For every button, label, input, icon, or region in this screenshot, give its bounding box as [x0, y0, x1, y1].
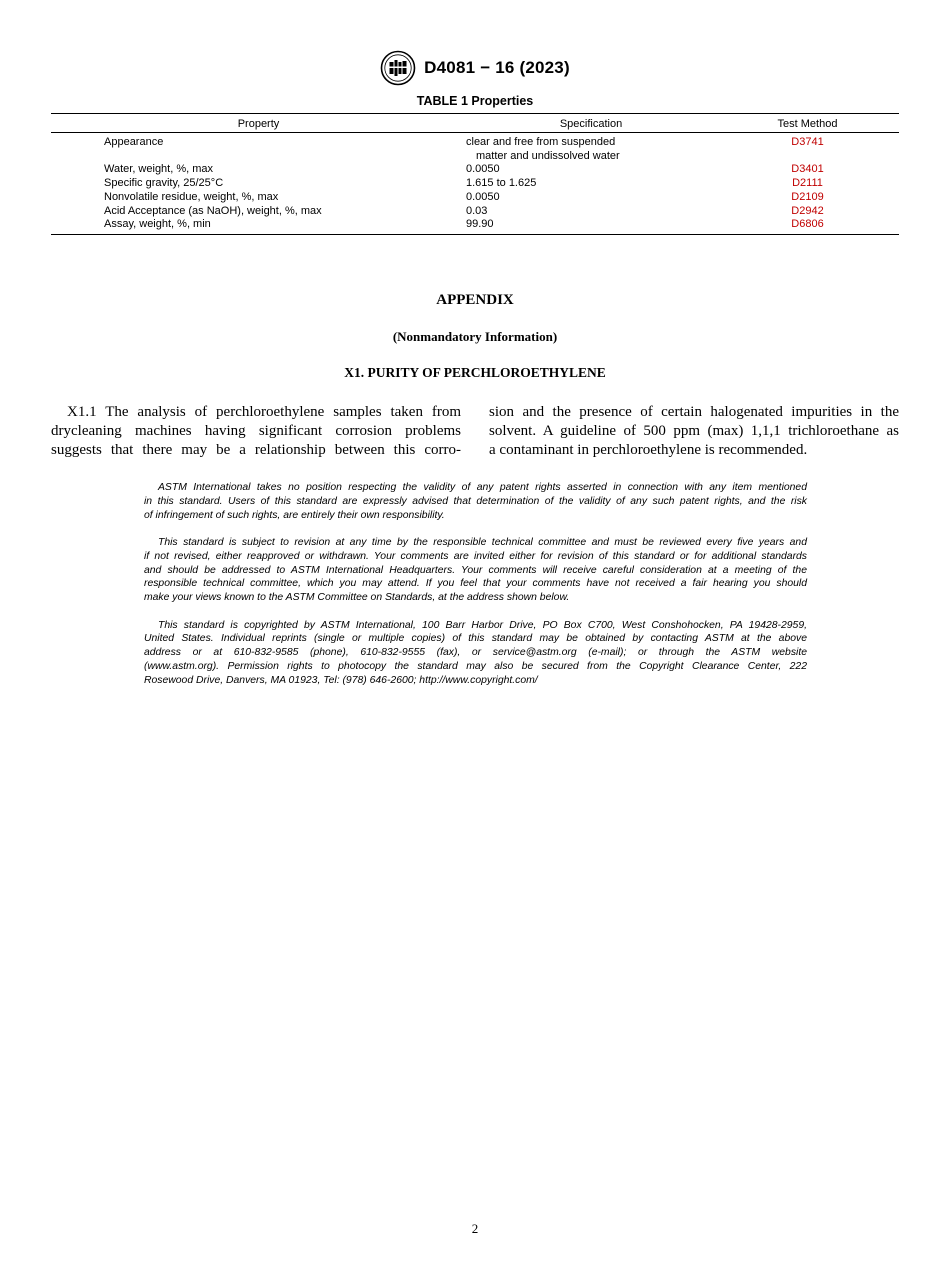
body-text-left-column: [51, 403, 461, 460]
test-method-link[interactable]: D6806: [791, 218, 824, 231]
column-header-specification: Specification: [466, 114, 716, 133]
test-method-link[interactable]: D2942: [791, 204, 824, 217]
property-cell: Water, weight, %, max: [104, 163, 214, 176]
page-header: [0, 50, 950, 86]
property-cell: Appearance: [104, 136, 164, 148]
table-row: [51, 177, 899, 191]
specification-cell: 0.03: [466, 204, 488, 217]
test-method-link[interactable]: D3741: [791, 136, 824, 148]
test-method-link[interactable]: D2109: [791, 190, 824, 203]
body-text-line: X1.1 The analysis of perchloroethylene samples taken from: [67, 404, 461, 420]
test-method-link[interactable]: D3401: [791, 163, 824, 176]
astm-logo-icon: [380, 50, 416, 86]
notice-line: in this standard. Users of this standard are expressly advised that determination of the validity of any such patent rights, and the risk: [144, 495, 807, 507]
appendix-subtitle: (Nonmandatory Information): [392, 329, 558, 344]
table-row: [51, 163, 899, 177]
specification-cell: 99.90: [466, 218, 494, 231]
appendix-title: APPENDIX: [436, 292, 514, 308]
property-cell: Specific gravity, 25/25°C: [104, 177, 224, 190]
body-text-line: sion and the presence of certain halogenated impurities in the: [489, 404, 899, 420]
test-method-cell: [716, 133, 899, 164]
page-number: 2: [471, 1221, 479, 1236]
specification-line: clear and free from suspended: [466, 136, 616, 148]
test-method-cell: [716, 177, 899, 191]
specification-line-continued: matter and undissolved water: [476, 149, 620, 162]
property-cell: Nonvolatile residue, weight, %, max: [104, 190, 279, 203]
notice-line: ASTM International takes no position respecting the validity of any patent rights asserted in connection with any item mentioned: [158, 482, 807, 493]
specification-cell: 0.0050: [466, 190, 500, 203]
table-row: [51, 133, 899, 164]
table-row: [51, 205, 899, 219]
test-method-cell: [716, 191, 899, 205]
revision-notice: [144, 536, 807, 605]
table-row: [51, 191, 899, 205]
properties-table: [51, 113, 899, 235]
table-row: [51, 218, 899, 234]
notice-line: Rosewood Drive, Danvers, MA 01923, Tel: (978) 646-2600; http://www.copyright.com/: [144, 674, 538, 686]
test-method-cell: [716, 163, 899, 177]
body-text-line: a contaminant in perchloroethylene is recommended.: [489, 442, 808, 458]
specification-cell: [466, 133, 716, 164]
column-header-test-method: Test Method: [716, 114, 899, 133]
notice-line: This standard is copyrighted by ASTM International, 100 Barr Harbor Drive, PO Box C700, West Conshohocken, PA 19428-2959,: [158, 619, 807, 631]
body-text-line: suggests that there may be a relationship between this corro-: [51, 442, 461, 458]
notice-line: (www.astm.org). Permission rights to photocopy the standard may also be secured from the Copyright Clearance Center, 222: [144, 660, 807, 672]
specification-cell: 1.615 to 1.625: [466, 177, 537, 190]
column-header-property: Property: [51, 114, 466, 133]
table-title: TABLE 1 Properties: [416, 94, 534, 108]
notice-line: United States. Individual reprints (single or multiple copies) of this standard may be obtained by contacting ASTM at the above: [144, 633, 807, 645]
body-text-line: drycleaning machines having significant corrosion problems: [51, 423, 461, 439]
table-header-row: [51, 114, 899, 133]
notice-line: make your views known to the ASTM Committee on Standards, at the address shown below.: [144, 592, 570, 604]
notice-line: if not revised, either reapproved or withdrawn. Your comments are invited either for revision of this standard or for additional standards: [144, 550, 807, 562]
property-cell: Acid Acceptance (as NaOH), weight, %, max: [104, 204, 322, 217]
notice-line: of infringement of such rights, are entirely their own responsibility.: [144, 509, 445, 521]
test-method-cell: [716, 218, 899, 234]
property-cell: Assay, weight, %, min: [104, 218, 211, 231]
document-designation: D4081 − 16 (2023): [424, 58, 570, 77]
notice-line: address or at 610-832-9585 (phone), 610-832-9555 (fax), or service@astm.org (e-mail); or through the ASTM website: [144, 647, 807, 659]
notice-line: and should be addressed to ASTM International Headquarters. Your comments will receive careful consideration at a meeting of the: [144, 564, 807, 576]
notice-line: responsible technical committee, which you may attend. If you feel that your comments have not received a fair hearing you should: [144, 578, 807, 590]
test-method-link[interactable]: D2111: [792, 177, 823, 190]
specification-cell: 0.0050: [466, 163, 500, 176]
legal-notices: [144, 481, 807, 701]
notice-line: This standard is subject to revision at any time by the responsible technical committee and must be reviewed every five years and: [158, 536, 807, 548]
patent-notice: [144, 481, 807, 522]
test-method-cell: [716, 205, 899, 219]
body-text-right-column: [489, 403, 899, 460]
copyright-notice: [144, 619, 807, 688]
body-text-line: solvent. A guideline of 500 ppm (max) 1,1,1 trichloroethane as: [489, 423, 899, 439]
section-heading: X1. PURITY OF PERCHLOROETHYLENE: [344, 365, 606, 380]
